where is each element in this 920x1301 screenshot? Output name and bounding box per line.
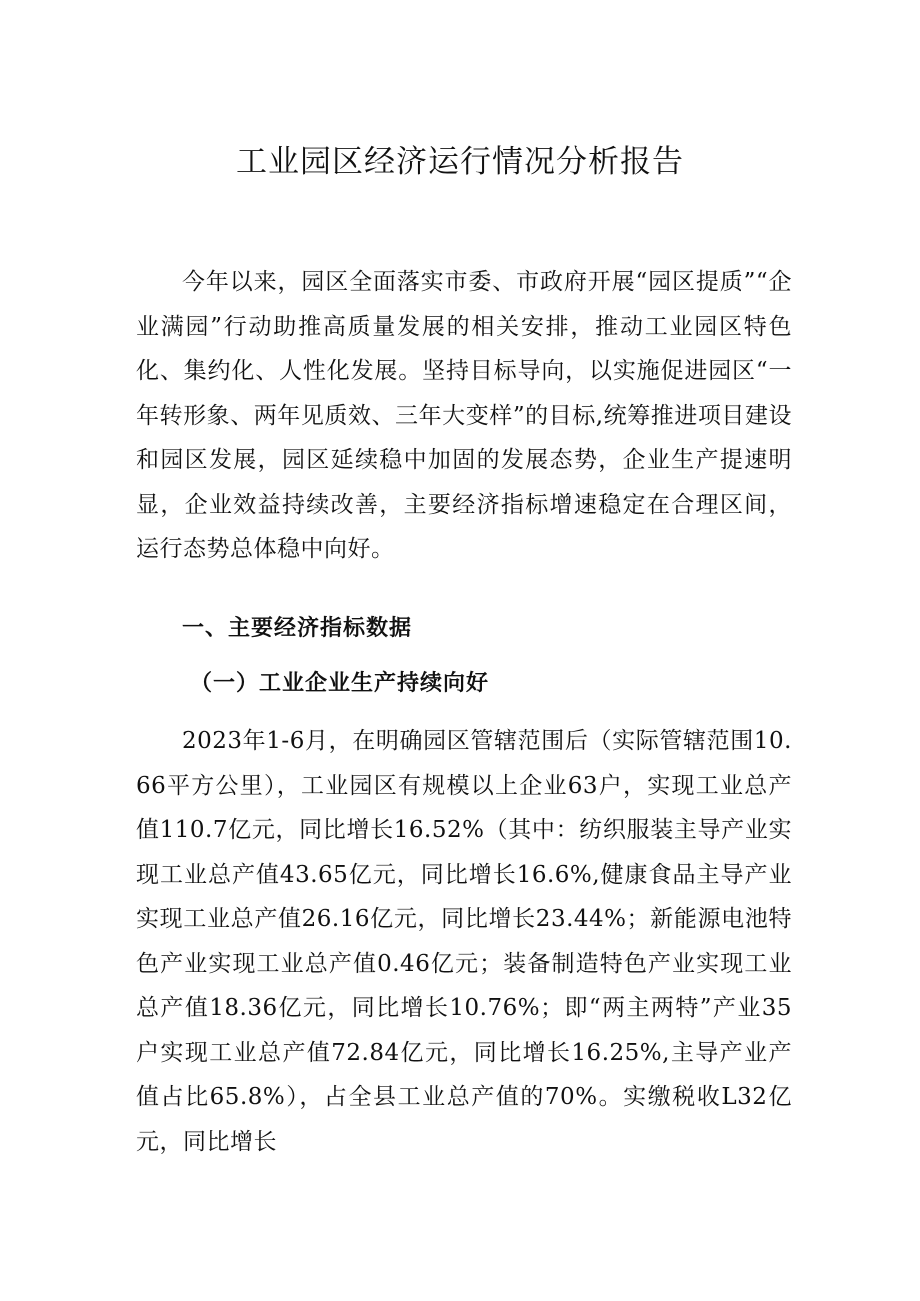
subsection-heading: （一）工业企业生产持续向好 [190,671,490,696]
section-heading: 一、主要经济指标数据 [182,616,413,641]
document-title: 工业园区经济运行情况分析报告 [236,144,684,180]
body-paragraph: 2023年1-6月，在明确园区管辖范围后（实际管辖范围10.66平方公里），工业园区有规模以上企业63户，实现工业总产值110.7亿元，同比增长16.52%（其中：纺织服装主导产业实现工业总产值43.65亿元，同比增长16.6%,健康食品主导产业实现工业总产值26.16亿元，同比增长23.44%；新能源电池特色产业实现工业总产值0.46亿元；装备制造特色产业实现工业总产值18.36亿元，同比增长10.76%；即“两主两特”产业35户实现工业总产值72.84亿元，同比增长16.25%,主导产业产值占比65.8%），占全县工业总产值的70%。实缴税收L32亿元，同比增长 [136,728,792,1155]
intro-paragraph: 今年以来，园区全面落实市委、市政府开展“园区提质”“企业满园”行动助推高质量发展的相关安排，推动工业园区特色化、集约化、人性化发展。坚持目标导向，以实施促进园区“一年转形象、两年见质效、三年大变样”的目标,统筹推进项目建设和园区发展，园区延续稳中加固的发展态势，企业生产提速明显，企业效益持续改善，主要经济指标增速稳定在合理区间，运行态势总体稳中向好。 [136,269,792,562]
